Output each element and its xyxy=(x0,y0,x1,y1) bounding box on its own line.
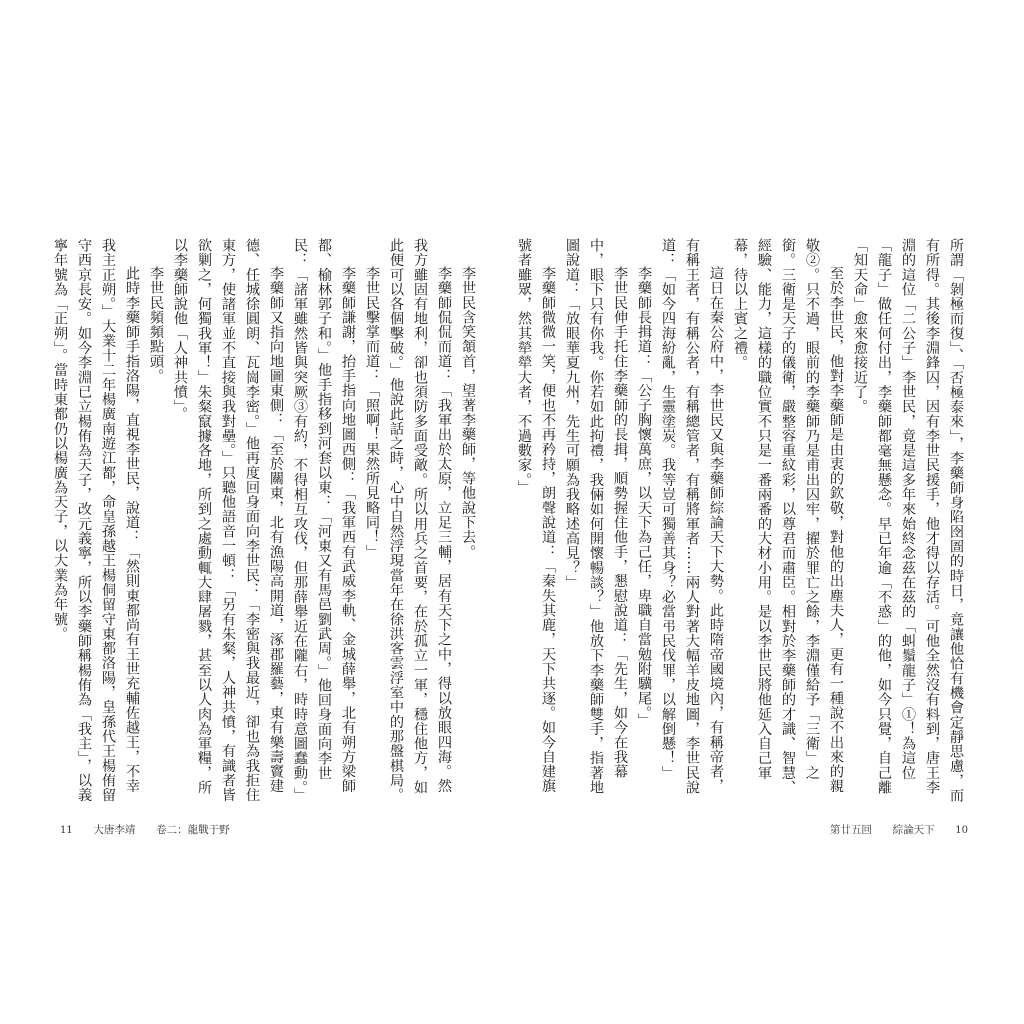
right-page-body xyxy=(516,238,968,806)
paragraph: 至於李世民，他對李藥師是由衷的欽敬，對他的出塵夫人，更有一種說不出來的親敬②。只不過，眼前的李藥師乃是甫出囚牢，擢於罪亡之餘，李淵僅給予「三衛」之銜。三衛是天子的儀衛，嚴整容重紋彩，以尊君而肅臣。相對於李藥師的才識、智慧、經驗、能力，這樣的職位實不只是一番兩番的大材小用。是以李世民將他延入自己軍幕，待以上賓之禮。 xyxy=(732,238,844,795)
paragraph: 李世民頻頻點頭。 xyxy=(148,266,164,384)
right-page xyxy=(516,238,968,838)
page-number: 10 xyxy=(955,825,968,836)
paragraph: 所謂「剝極而復」、「否極泰來」，李藥師身陷囹圄的時日，竟讓他恰有機會定靜思慮，而有所得。其後李淵鋒囚，因有李世民援手，他才得以存活。可他全然沒有料到，唐王李淵的這位「二公子」李世民，竟是這多年來始終念茲在茲的「虯鬚龍子」①！為這位「龍子」做任何付出，李藥師都毫無懸念。早已年逾「不惑」的他，如今只覺，自己離「知天命」愈來愈接近了。 xyxy=(852,238,964,803)
left-page-body xyxy=(52,238,480,806)
paragraph: 李藥師微微一笑，便也不再矜持，朗聲說道：「秦失其鹿，天下共逐。如今自建旗號者雖眾，然其犖犖大者，不過數家。」 xyxy=(516,238,556,794)
chapter-title: 綜論天下 xyxy=(892,824,935,836)
left-page-footer xyxy=(60,822,230,837)
page-number: 11 xyxy=(60,825,73,836)
chapter-number: 第廿五回 xyxy=(829,824,872,836)
paragraph: 李世民含笑頷首，望著李藥師，等他說下去。 xyxy=(460,266,476,560)
right-page-footer xyxy=(830,822,968,837)
paragraph: 李世民擊掌而道：「照啊！果然所見略同！」 xyxy=(364,266,380,560)
volume-title: 卷二：龍戰于野 xyxy=(156,824,230,836)
paragraph: 這日在秦公府中，李世民又與李藥師綜論天下大勢。此時隋帝國境內，有稱帝者，有稱王者，有稱公者，有稱總管者，有稱將軍者……兩人對著大幅羊皮地圖，李世民說道：「如今四海紛亂，生靈塗炭。我等豈可獨善其身？必當弔民伐罪，以解倒懸！」 xyxy=(660,238,724,795)
book-title: 大唐李靖 xyxy=(93,824,136,836)
paragraph: 李藥師長揖道：「公子胸懷萬庶，以天下為己任，卑職自當勉附驥尾。」 xyxy=(636,266,652,729)
paragraph: 李藥師謙謝，抬手指向地圖西側：「我軍西有武威李軌、金城薛舉，北有朔方梁師都、榆林郭子和。」他手指移到河套以東：「河東又有馬邑劉武周。」他回身面向李世民：「諸軍雖然皆與突厥③有約，不得相互攻伐，但那薛舉近在隴右，時時意圖蠢動。」 xyxy=(292,238,356,803)
paragraph: 此時李藥師手指洛陽，直視李世民，說道：「然則東都尚有王世充輔佐越王，不幸我主正朔。」大業十二年楊廣南遊江都，命皇孫越王楊侗留守東都洛陽，皇孫代王楊侑留守西京長安。如今李淵已立楊侑為天子，改元義寧，所以李藥師稱楊侑為「我主」，以義寧年號為「正朔」。當時東都仍以楊廣為天子，以大業為年號。 xyxy=(52,238,140,803)
paragraph: 李世民伸手托住李藥師的長揖，順勢握住他手，懇慰說道：「先生，如今在我幕中，眼下只有你我。你若如此拘禮，我倆如何開懷暢談？」他放下李藥師雙手，指著地圖說道：「放眼華夏九州，先生可願為我略述高見？」 xyxy=(564,238,628,795)
paragraph: 李藥師侃侃而道：「我軍出於太原，立足三輔，居有天下之中，得以放眼四海。然我方雖固有地利，卻也須防多面受敵。所以用兵之首要，在於孤立一軍，穩住他方，如此便可以各個擊破。」他說此話之時，心中自然浮現當年在徐洪客雲浮室中的那盤棋局。 xyxy=(388,238,452,803)
paragraph: 李藥師又指向地圖東側：「至於關東，北有漁陽高開道，涿郡羅藝，東有樂壽竇建德、任城徐圓朗、瓦崗李密。」他再度回身面向李世民：「李密與我最近，卻也為我拒住東方，使諸軍並不直接與我對壘。」只聽他語音一頓：「另有朱粲，人神共憤，有識者皆欲剿之，何獨我軍！」朱粲竄據各地，所到之處動輒大肆屠戮，甚至以人肉為軍糧，所以李藥師說他「人神共憤」。 xyxy=(172,238,284,803)
left-page xyxy=(52,238,480,838)
